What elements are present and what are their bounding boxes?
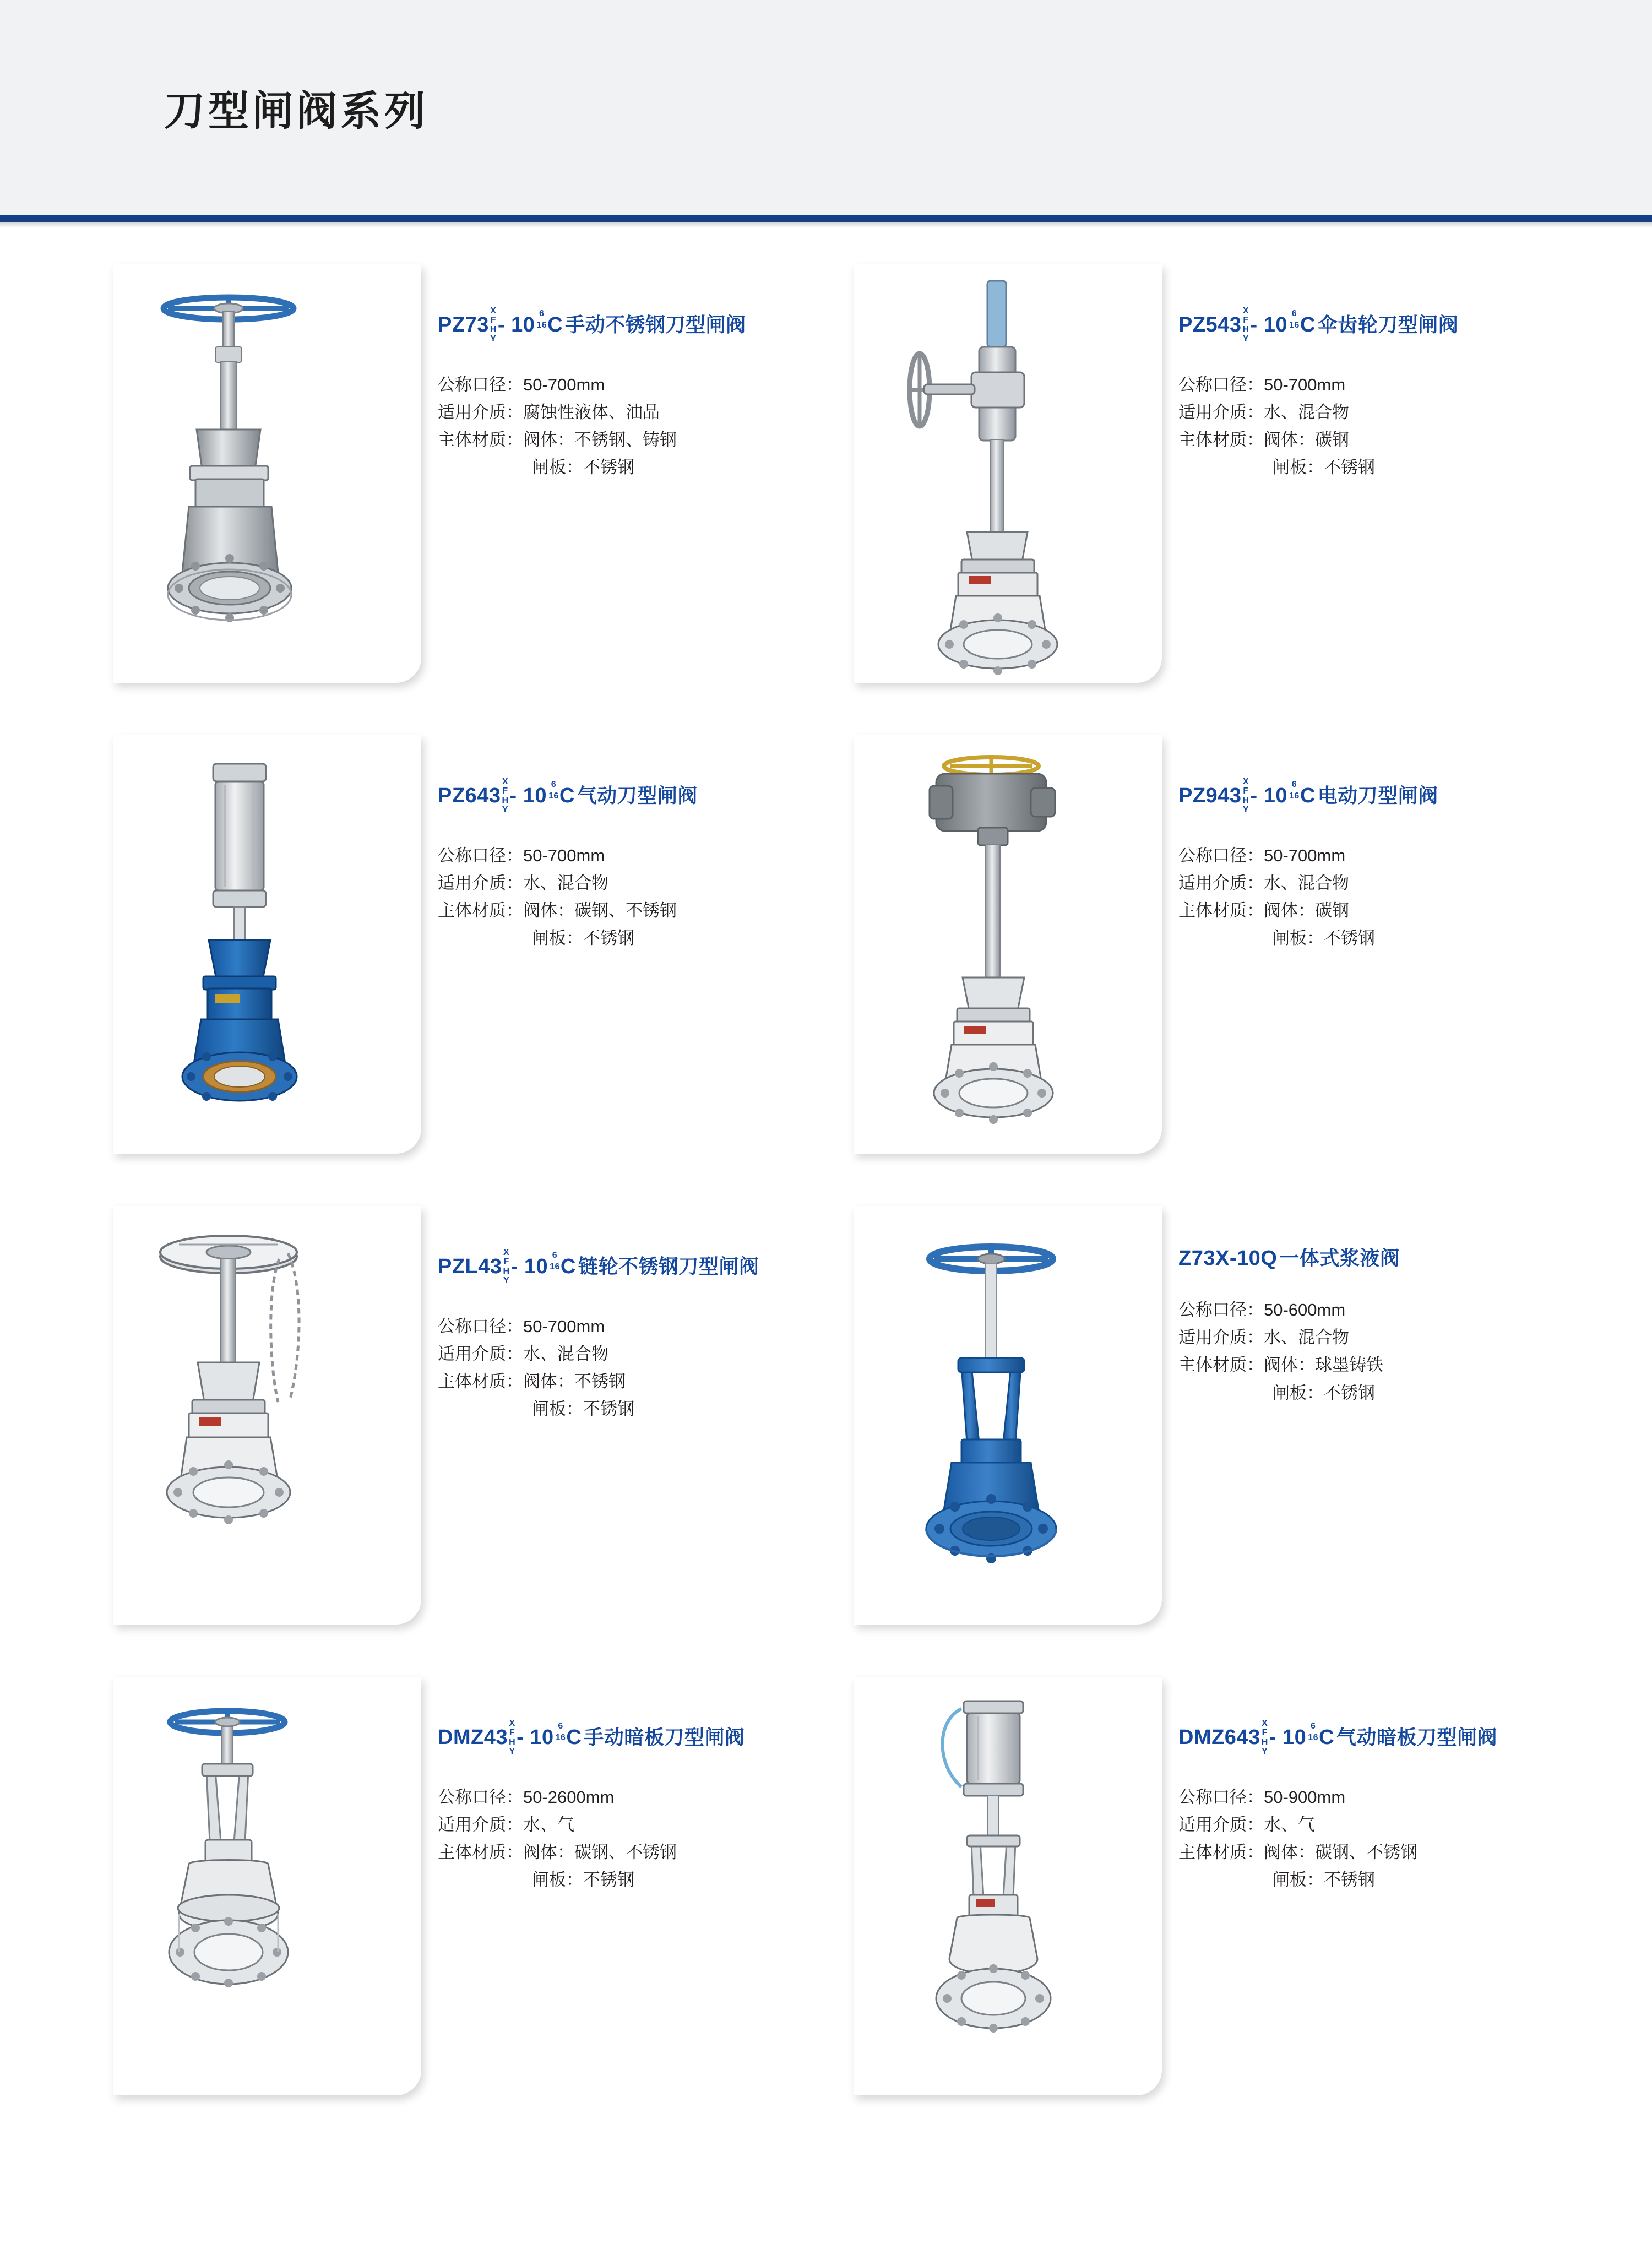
spec-body-value: 不锈钢 <box>574 1372 626 1392</box>
product-card-z73x-10q[interactable] <box>848 1200 1586 1636</box>
spec-material-label: 主体材质： <box>438 1372 523 1392</box>
model-suffix: - 10 <box>517 1725 554 1749</box>
spec-medium-value: 水、气 <box>523 1815 574 1835</box>
header-divider-shadow <box>0 222 1652 228</box>
spec-gate-label: 闸板： <box>532 458 583 477</box>
product-image-electric-knife-gate-valve <box>854 735 1162 1154</box>
spec-material <box>438 897 840 925</box>
model-stack-letters: X F H Y <box>502 777 509 814</box>
model-code: PZ943 <box>1178 784 1242 807</box>
spec-dn-value: 50-700mm <box>1264 374 1346 394</box>
model-stack-pair: 6 16 <box>536 309 547 330</box>
product-specs <box>1178 1784 1580 1894</box>
model-stack-letters: X F H Y <box>503 1248 510 1285</box>
spec-medium-label: 适用介质： <box>438 873 523 893</box>
spec-body-value: 碳钢、不锈钢 <box>574 1843 677 1862</box>
model-suffix-tail: C <box>547 313 563 336</box>
model-code: PZ543 <box>1178 313 1242 336</box>
spec-dn-label: 公称口径： <box>1178 1300 1264 1319</box>
spec-gate <box>1178 454 1580 481</box>
spec-medium-value: 水、混合物 <box>1264 873 1349 893</box>
spec-gate-label: 闸板： <box>532 1399 583 1419</box>
product-info <box>1178 1719 1580 1894</box>
spec-material-label: 主体材质： <box>1178 901 1264 921</box>
product-specs <box>1178 1296 1580 1407</box>
spec-body-value: 球墨铸铁 <box>1315 1355 1383 1375</box>
spec-dn <box>1178 1784 1580 1811</box>
model-suffix-tail: C <box>560 1254 576 1278</box>
product-model <box>1178 777 1580 814</box>
spec-body-value: 碳钢 <box>1315 430 1349 450</box>
product-image-manual-stainless-knife-gate-valve <box>113 264 421 683</box>
product-model <box>438 777 840 814</box>
product-info <box>438 1248 840 1424</box>
spec-medium-label: 适用介质： <box>1178 1815 1264 1835</box>
header-divider <box>0 215 1652 222</box>
model-name: 电动刀型闸阀 <box>1317 784 1438 807</box>
spec-dn <box>438 1313 840 1340</box>
product-image-integrated-slurry-valve <box>854 1206 1162 1625</box>
spec-gate-label: 闸板： <box>1273 458 1324 477</box>
product-model <box>438 1719 840 1756</box>
spec-gate <box>1178 1379 1580 1407</box>
spec-medium-label: 适用介质： <box>1178 1328 1264 1348</box>
spec-dn-label: 公称口径： <box>438 845 523 865</box>
spec-gate-value: 不锈钢 <box>583 1399 634 1419</box>
spec-dn-value: 50-900mm <box>1264 1787 1346 1807</box>
model-suffix-tail: C <box>1319 1725 1335 1749</box>
spec-material <box>1178 426 1580 454</box>
spec-body-value: 碳钢、不锈钢 <box>1315 1843 1417 1862</box>
spec-gate-value: 不锈钢 <box>583 1870 634 1890</box>
spec-material <box>1178 1839 1580 1866</box>
spec-gate-label: 闸板： <box>1273 1383 1324 1403</box>
spec-dn-value: 50-2600mm <box>523 1787 615 1807</box>
spec-medium-label: 适用介质： <box>1178 873 1264 893</box>
product-info <box>1178 306 1580 482</box>
spec-medium <box>438 399 840 426</box>
product-specs <box>1178 842 1580 953</box>
model-name: 手动暗板刀型闸阀 <box>584 1725 745 1748</box>
spec-dn-value: 50-700mm <box>523 845 605 865</box>
product-specs <box>438 842 840 953</box>
product-card-dmz43[interactable] <box>107 1671 845 2106</box>
model-suffix: - 10 <box>497 313 535 336</box>
spec-material-label: 主体材质： <box>438 430 523 450</box>
spec-body-label: 阀体： <box>523 430 574 450</box>
model-suffix-tail: C <box>559 784 575 807</box>
spec-gate-value: 不锈钢 <box>583 458 634 477</box>
spec-medium <box>1178 399 1580 426</box>
model-code: DMZ43 <box>438 1725 508 1749</box>
model-suffix-tail: C <box>566 1725 582 1749</box>
spec-dn-value: 50-700mm <box>523 374 605 394</box>
spec-dn-label: 公称口径： <box>1178 374 1264 394</box>
product-image-bevel-gear-knife-gate-valve <box>854 264 1162 683</box>
model-code: PZ643 <box>438 784 501 807</box>
spec-gate <box>1178 1866 1580 1894</box>
spec-body-value: 不锈钢、铸钢 <box>574 430 677 450</box>
spec-gate <box>438 1395 840 1423</box>
spec-material-label: 主体材质： <box>1178 1843 1264 1862</box>
product-model <box>438 306 840 344</box>
product-image-pneumatic-knife-gate-valve <box>113 735 421 1154</box>
spec-dn-label: 公称口径： <box>1178 845 1264 865</box>
page-title: 刀型闸阀系列 <box>164 88 428 134</box>
model-suffix: - 10 <box>509 784 547 807</box>
product-image-pneumatic-hidden-plate-knife-gate-valve <box>854 1677 1162 2095</box>
product-specs <box>438 1313 840 1424</box>
spec-dn <box>1178 1296 1580 1324</box>
product-grid <box>0 259 1652 2142</box>
spec-material <box>1178 1351 1580 1379</box>
model-name: 一体式浆液阀 <box>1279 1247 1400 1269</box>
spec-dn <box>438 371 840 399</box>
spec-gate-label: 闸板： <box>1273 928 1324 948</box>
product-card-pz943[interactable] <box>848 730 1586 1165</box>
model-name: 伞齿轮刀型闸阀 <box>1317 313 1459 336</box>
spec-gate <box>438 454 840 481</box>
spec-gate-label: 闸板： <box>532 928 583 948</box>
product-image-manual-hidden-plate-knife-gate-valve <box>113 1677 421 2095</box>
model-suffix: - 10 <box>510 1254 548 1278</box>
product-card-pz73[interactable] <box>107 259 845 694</box>
spec-dn-label: 公称口径： <box>438 1787 523 1807</box>
model-code: DMZ643 <box>1178 1725 1260 1749</box>
model-stack-letters: X F H Y <box>509 1719 516 1756</box>
spec-body-label: 阀体： <box>1264 430 1315 450</box>
product-specs <box>438 1784 840 1894</box>
spec-dn-label: 公称口径： <box>1178 1787 1264 1807</box>
product-image-chainwheel-stainless-knife-gate-valve <box>113 1206 421 1625</box>
spec-material <box>438 1839 840 1866</box>
model-name: 链轮不锈钢刀型闸阀 <box>578 1254 759 1278</box>
spec-material <box>438 1368 840 1395</box>
product-info <box>438 306 840 482</box>
product-card-pzl43[interactable] <box>107 1200 845 1636</box>
spec-gate-value: 不锈钢 <box>1324 1383 1375 1403</box>
spec-gate-value: 不锈钢 <box>1324 928 1375 948</box>
spec-material-label: 主体材质： <box>438 901 523 921</box>
product-row <box>0 1200 1652 1671</box>
product-model <box>438 1248 840 1285</box>
spec-medium-label: 适用介质： <box>438 1344 523 1364</box>
spec-medium <box>438 1340 840 1368</box>
spec-medium-value: 水、混合物 <box>1264 1328 1349 1348</box>
spec-medium <box>438 1811 840 1839</box>
spec-dn <box>438 842 840 870</box>
spec-body-value: 碳钢、不锈钢 <box>574 901 677 921</box>
spec-body-label: 阀体： <box>523 901 574 921</box>
spec-medium-value: 水、混合物 <box>523 1344 608 1364</box>
model-stack-pair: 6 16 <box>1289 780 1300 801</box>
model-stack-pair: 6 16 <box>1308 1721 1319 1742</box>
spec-gate-value: 不锈钢 <box>1324 458 1375 477</box>
spec-body-label: 阀体： <box>1264 901 1315 921</box>
model-stack-letters: X F H Y <box>490 306 497 344</box>
spec-material-label: 主体材质： <box>1178 430 1264 450</box>
spec-gate-value: 不锈钢 <box>1324 1870 1375 1890</box>
spec-medium-label: 适用介质： <box>438 403 523 422</box>
spec-body-value: 碳钢 <box>1315 901 1349 921</box>
spec-medium-value: 水、气 <box>1264 1815 1315 1835</box>
spec-medium-value: 水、混合物 <box>523 873 608 893</box>
spec-gate <box>438 1866 840 1894</box>
model-suffix-tail: C <box>1300 313 1316 336</box>
spec-medium <box>438 870 840 897</box>
spec-dn-value: 50-600mm <box>1264 1300 1346 1319</box>
spec-gate <box>1178 925 1580 952</box>
model-stack-pair: 6 16 <box>548 780 559 801</box>
product-model <box>1178 306 1580 344</box>
model-stack-pair: 6 16 <box>555 1721 566 1742</box>
product-specs <box>438 371 840 482</box>
product-info <box>438 777 840 953</box>
spec-gate-value: 不锈钢 <box>583 928 634 948</box>
model-suffix: - 10 <box>1250 313 1288 336</box>
spec-body-label: 阀体： <box>1264 1843 1315 1862</box>
model-suffix: - 10 <box>1250 784 1288 807</box>
model-suffix: - 10 <box>1269 1725 1307 1749</box>
model-code: PZL43 <box>438 1254 502 1278</box>
spec-dn <box>1178 842 1580 870</box>
spec-body-label: 阀体： <box>523 1843 574 1862</box>
product-info <box>438 1719 840 1894</box>
model-name: 手动不锈钢刀型闸阀 <box>565 313 746 336</box>
model-code: Z73X-10Q <box>1178 1247 1278 1270</box>
spec-material <box>438 426 840 454</box>
product-info <box>1178 1248 1580 1407</box>
product-model <box>1178 1719 1580 1756</box>
model-stack-pair: 6 16 <box>550 1251 560 1272</box>
model-suffix-tail: C <box>1300 784 1316 807</box>
product-row <box>0 259 1652 730</box>
product-card-pz643[interactable] <box>107 730 845 1165</box>
model-stack-letters: X F H Y <box>1242 777 1249 814</box>
model-name: 气动刀型闸阀 <box>577 784 698 807</box>
product-card-pz543[interactable] <box>848 259 1586 694</box>
product-card-dmz643[interactable] <box>848 1671 1586 2106</box>
product-info <box>1178 777 1580 953</box>
spec-material-label: 主体材质： <box>438 1843 523 1862</box>
spec-gate-label: 闸板： <box>1273 1870 1324 1890</box>
model-stack-letters: X F H Y <box>1242 306 1249 344</box>
product-row <box>0 1671 1652 2142</box>
spec-medium <box>1178 870 1580 897</box>
spec-dn <box>1178 371 1580 399</box>
spec-medium-label: 适用介质： <box>438 1815 523 1835</box>
spec-medium <box>1178 1811 1580 1839</box>
spec-body-label: 阀体： <box>1264 1355 1315 1375</box>
page-header <box>0 0 1652 215</box>
spec-dn-label: 公称口径： <box>438 1316 523 1336</box>
spec-medium-value: 腐蚀性液体、油品 <box>523 403 660 422</box>
model-stack-letters: X F H Y <box>1261 1719 1268 1756</box>
product-row <box>0 730 1652 1200</box>
model-name: 气动暗板刀型闸阀 <box>1336 1725 1498 1748</box>
spec-body-label: 阀体： <box>523 1372 574 1392</box>
spec-material-label: 主体材质： <box>1178 1355 1264 1375</box>
model-code: PZ73 <box>438 313 489 336</box>
spec-gate-label: 闸板： <box>532 1870 583 1890</box>
spec-material <box>1178 897 1580 925</box>
spec-dn <box>438 1784 840 1811</box>
spec-dn-value: 50-700mm <box>1264 845 1346 865</box>
spec-medium-value: 水、混合物 <box>1264 403 1349 422</box>
spec-medium-label: 适用介质： <box>1178 403 1264 422</box>
spec-dn-value: 50-700mm <box>523 1316 605 1336</box>
spec-dn-label: 公称口径： <box>438 374 523 394</box>
model-stack-pair: 6 16 <box>1289 309 1300 330</box>
spec-gate <box>438 925 840 952</box>
spec-medium <box>1178 1324 1580 1351</box>
product-model <box>1178 1248 1580 1269</box>
product-specs <box>1178 371 1580 482</box>
